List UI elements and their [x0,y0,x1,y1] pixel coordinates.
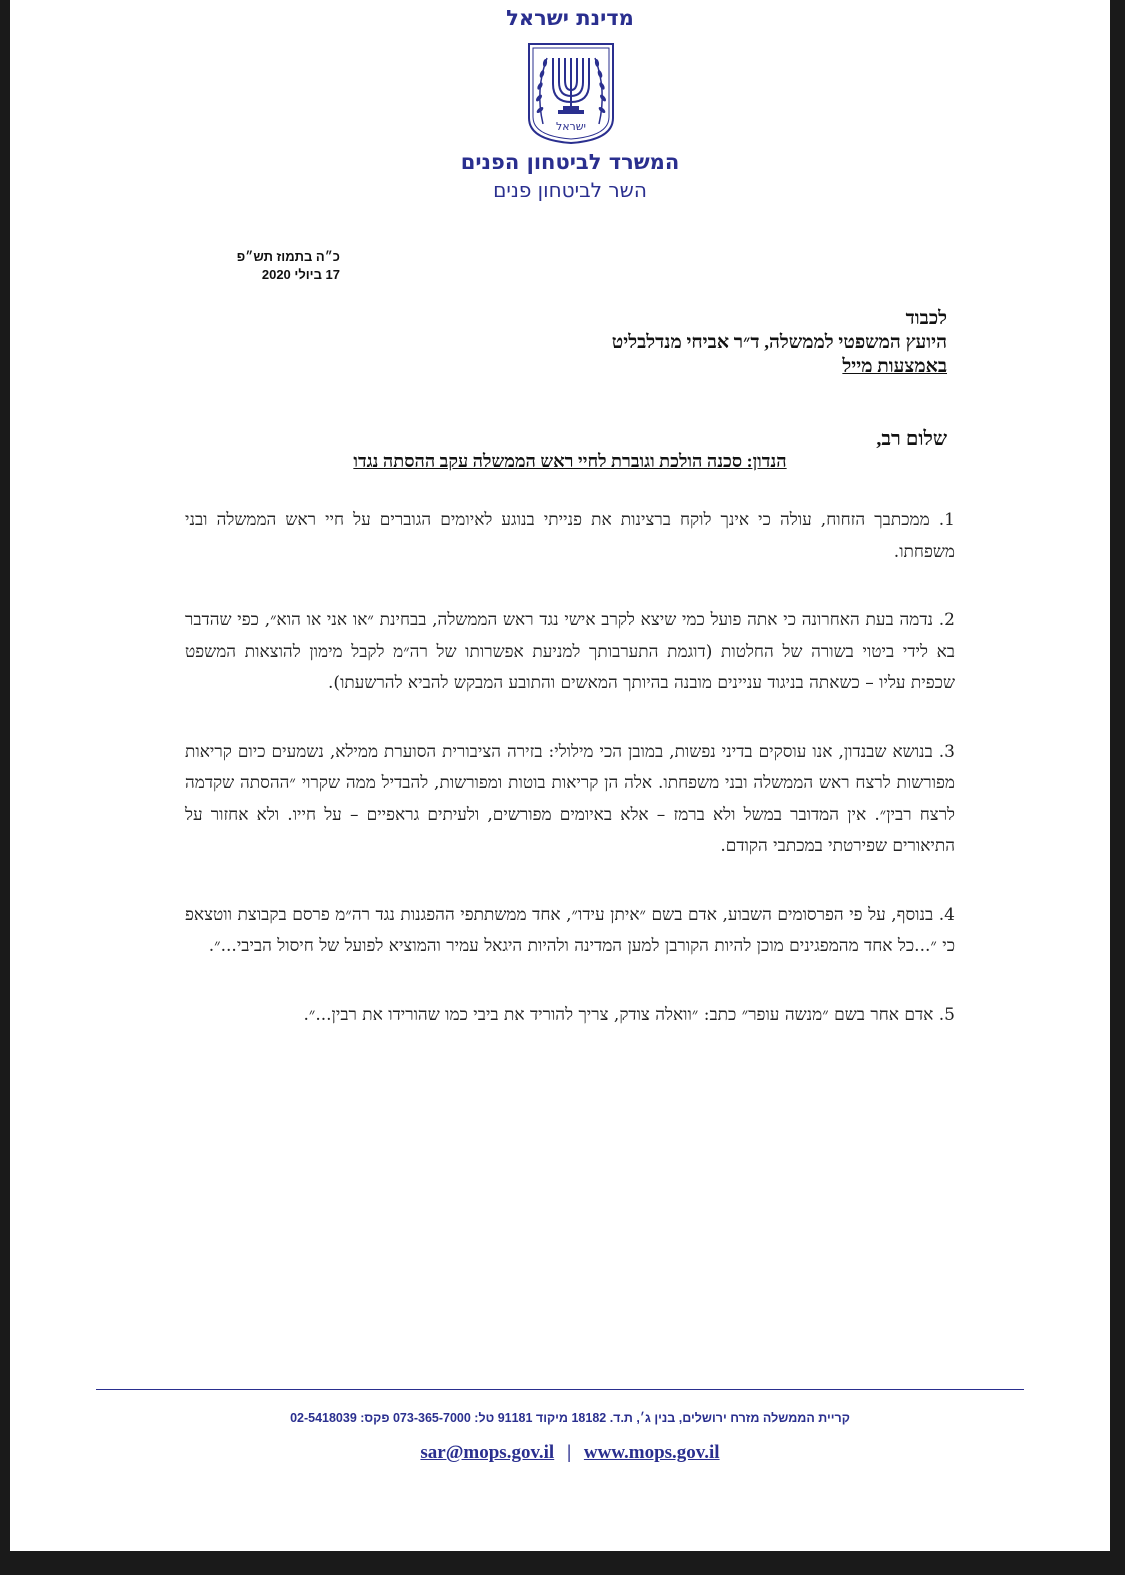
delivery-method: באמצעות מייל [842,356,947,377]
hebrew-date: כ״ה בתמוז תש״פ [236,249,340,264]
recipient-block [347,307,947,379]
website-link[interactable]: www.mops.gov.il [583,1442,720,1463]
footer-links [10,1442,1110,1464]
letter-body [185,505,955,1068]
paragraph-4: 4. בנוסף, על פי הפרסומים השבוע, אדם בשם ״איתן עידו״, אחד ממשתתפי ההפגנות נגד רה״מ פרסם בקבוצת ווטצאפ כי ״...כל אחד מהמפגינים מוכן להיות הקורבן למען המדינה ולהיות היגאל עמיר והמוציא לפועל של חיסול הביבי...״. [185,904,955,956]
footer-address: קריית הממשלה מזרח ירושלים, בנין ג׳, ת.ד. 18182 מיקוד 91181 טל: 073-365-7000 פקס: 02-5418039 [290,1411,850,1425]
gregorian-date: 17 ביולי 2020 [261,267,340,282]
state-emblem-icon [525,40,617,146]
subject-line: הנדון: סכנה הולכת וגוברת לחיי ראש הממשלה עקב ההסתה נגדו [353,451,787,471]
greeting: שלום רב, [876,428,947,450]
paragraph-5: 5. אדם אחר בשם ״מנשה עופר״ כתב: ״וואלה צודק, צריך להוריד את ביבי כמו שהורידו את רבין...״. [303,1004,955,1025]
footer-divider [96,1389,1024,1390]
state-title: מדינת ישראל [506,6,634,30]
emblem-text: ישראל [555,120,587,133]
date-block [200,248,340,284]
letter-page [10,0,1110,1551]
ministry-name: המשרד לביטחון הפנים [460,150,680,174]
footer-separator: | [566,1442,572,1463]
email-link[interactable]: sar@mops.gov.il [420,1442,555,1463]
recipient-name: היועץ המשפטי לממשלה, ד״ר אביחי מנדלבליט [611,332,947,353]
paragraph-1: 1. ממכתבך הזחוח, עולה כי אינך לוקח ברצינות את פנייתי בנוגע לאיומים הגוברים על חיי ראש הממשלה ובני משפחתו. [185,510,955,562]
minister-title: השר לביטחון פנים [493,178,647,202]
recipient-salutation: לכבוד [905,308,947,329]
paragraph-2: 2. נדמה בעת האחרונה כי אתה פועל כמי שיצא לקרב אישי נגד ראש הממשלה, בבחינת ״או אני או הוא״, כפי שהדבר בא לידי ביטוי בשורה של החלטות (דוגמת התערבותך למניעת אפשרותו של רה״מ לקבל מימון להוצאות המשפט שכפית עליו – כשאתה בניגוד עניינים מובנה בהיותך המאשים והתובע המבקש להביא להרשעתו). [185,610,955,693]
paragraph-3: 3. בנושא שבנדון, אנו עוסקים בדיני נפשות, במובן הכי מילולי: בזירה הציבורית הסוערת ממילא, נשמעים כיום קריאות מפורשות לרצח ראש הממשלה ובני משפחתו. אלה הן קריאות בוטות ומפורשות, להבדיל ממה שקרוי ״ההסתה שקדמה לרצח רבין״. אין המדובר במשל ולא ברמז – אלא באיומים מפורשים, ולעיתים גראפיים – על חייו. ולא אחזור על התיאורים שפירטתי במכתבי הקודם. [185,741,955,856]
